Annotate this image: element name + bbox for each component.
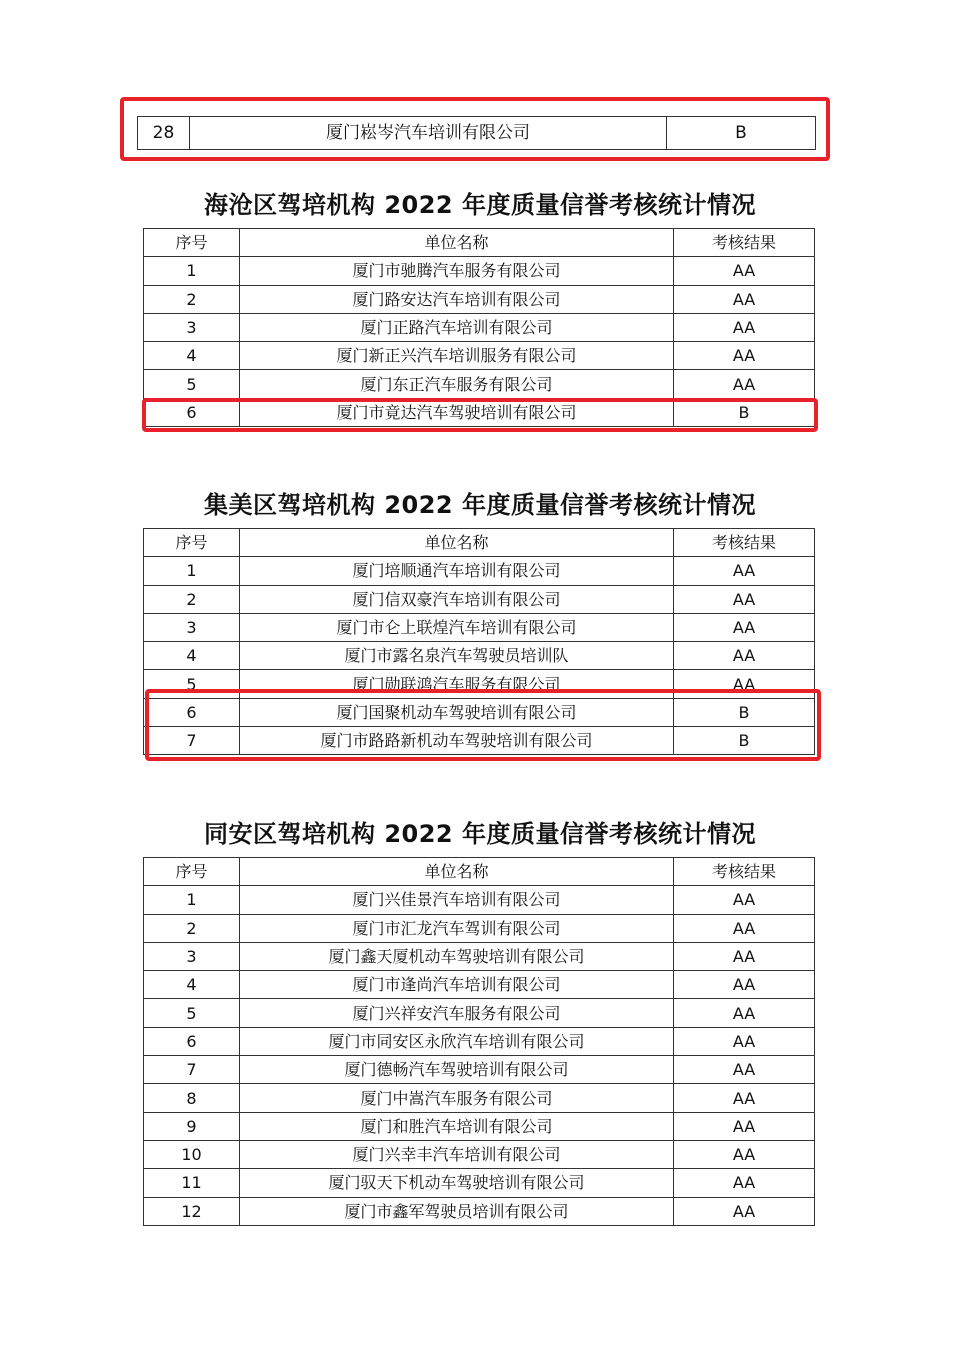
assessment-result: AA	[674, 670, 815, 698]
tongan-table	[143, 857, 815, 1226]
row-number: 1	[144, 257, 240, 285]
header-no: 序号	[144, 529, 240, 557]
row-number: 1	[144, 557, 240, 585]
row-number: 6	[144, 398, 240, 426]
header-no: 序号	[144, 229, 240, 257]
company-name: 厦门市驰腾汽车服务有限公司	[240, 257, 674, 285]
row-number: 28	[138, 117, 190, 150]
company-name: 厦门和胜汽车培训有限公司	[240, 1112, 674, 1140]
row-number: 7	[144, 727, 240, 755]
assessment-result: AA	[674, 370, 815, 398]
table-row	[138, 117, 816, 150]
assessment-result: AA	[674, 914, 815, 942]
jimei-table	[143, 528, 815, 755]
table-row	[144, 585, 815, 613]
assessment-result: AA	[674, 1169, 815, 1197]
table-row	[144, 342, 815, 370]
table-row	[144, 613, 815, 641]
table-row	[144, 727, 815, 755]
table-row	[144, 1056, 815, 1084]
row-number: 12	[144, 1197, 240, 1225]
header-result: 考核结果	[674, 529, 815, 557]
table-row	[144, 698, 815, 726]
company-name: 厦门德畅汽车驾驶培训有限公司	[240, 1056, 674, 1084]
row-number: 5	[144, 370, 240, 398]
assessment-result: AA	[674, 257, 815, 285]
company-name: 厦门市汇龙汽车驾训有限公司	[240, 914, 674, 942]
company-name: 厦门市鑫军驾驶员培训有限公司	[240, 1197, 674, 1225]
row-number: 6	[144, 698, 240, 726]
header-name: 单位名称	[240, 858, 674, 886]
company-name: 厦门兴幸丰汽车培训有限公司	[240, 1140, 674, 1168]
assessment-result: AA	[674, 942, 815, 970]
table-row	[144, 1084, 815, 1112]
company-name: 厦门路安达汽车培训有限公司	[240, 285, 674, 313]
assessment-result: B	[674, 727, 815, 755]
assessment-result: AA	[674, 999, 815, 1027]
company-name: 厦门兴祥安汽车服务有限公司	[240, 999, 674, 1027]
table-row	[144, 398, 815, 426]
table-row	[144, 313, 815, 341]
company-name: 厦门新正兴汽车培训服务有限公司	[240, 342, 674, 370]
table-row	[144, 670, 815, 698]
assessment-result: AA	[674, 1056, 815, 1084]
company-name: 厦门东正汽车服务有限公司	[240, 370, 674, 398]
company-name: 厦门市同安区永欣汽车培训有限公司	[240, 1027, 674, 1055]
row-number: 3	[144, 313, 240, 341]
company-name: 厦门市仑上联煌汽车培训有限公司	[240, 613, 674, 641]
header-no: 序号	[144, 858, 240, 886]
company-name: 厦门培顺通汽车培训有限公司	[240, 557, 674, 585]
header-name: 单位名称	[240, 529, 674, 557]
company-name: 厦门信双豪汽车培训有限公司	[240, 585, 674, 613]
assessment-result: AA	[674, 313, 815, 341]
row-number: 3	[144, 942, 240, 970]
company-name: 厦门兴佳景汽车培训有限公司	[240, 886, 674, 914]
company-name: 厦门崧岑汽车培训有限公司	[190, 117, 667, 150]
table-row	[144, 370, 815, 398]
company-name: 厦门驭天下机动车驾驶培训有限公司	[240, 1169, 674, 1197]
row-number: 3	[144, 613, 240, 641]
row-number: 2	[144, 914, 240, 942]
table-row	[144, 971, 815, 999]
row-number: 8	[144, 1084, 240, 1112]
assessment-result: AA	[674, 1084, 815, 1112]
assessment-result: AA	[674, 1027, 815, 1055]
assessment-result: AA	[674, 285, 815, 313]
company-name: 厦门鑫天厦机动车驾驶培训有限公司	[240, 942, 674, 970]
assessment-result: AA	[674, 613, 815, 641]
row-number: 10	[144, 1140, 240, 1168]
row-number: 7	[144, 1056, 240, 1084]
table-row	[144, 1140, 815, 1168]
row-number: 6	[144, 1027, 240, 1055]
assessment-result: B	[667, 117, 816, 150]
row-number: 4	[144, 971, 240, 999]
company-name: 厦门市路路新机动车驾驶培训有限公司	[240, 727, 674, 755]
assessment-result: AA	[674, 886, 815, 914]
table-row	[144, 1027, 815, 1055]
header-result: 考核结果	[674, 858, 815, 886]
table-row	[144, 642, 815, 670]
assessment-result: AA	[674, 342, 815, 370]
row-number: 11	[144, 1169, 240, 1197]
table-row	[144, 557, 815, 585]
row-number: 2	[144, 285, 240, 313]
table-row	[144, 886, 815, 914]
section-title-tongan: 同安区驾培机构 2022 年度质量信誉考核统计情况	[203, 820, 756, 848]
company-name: 厦门市竟达汽车驾驶培训有限公司	[240, 398, 674, 426]
company-name: 厦门正路汽车培训有限公司	[240, 313, 674, 341]
top-continuation-table	[137, 116, 816, 150]
row-number: 4	[144, 642, 240, 670]
assessment-result: B	[674, 698, 815, 726]
company-name: 厦门勋联鸿汽车服务有限公司	[240, 670, 674, 698]
header-result: 考核结果	[674, 229, 815, 257]
assessment-result: AA	[674, 1112, 815, 1140]
table-row	[144, 257, 815, 285]
section-title-jimei: 集美区驾培机构 2022 年度质量信誉考核统计情况	[203, 491, 756, 519]
row-number: 1	[144, 886, 240, 914]
assessment-result: AA	[674, 971, 815, 999]
company-name: 厦门国聚机动车驾驶培训有限公司	[240, 698, 674, 726]
company-name: 厦门市逢尚汽车培训有限公司	[240, 971, 674, 999]
assessment-result: B	[674, 398, 815, 426]
haicang-table	[143, 228, 815, 427]
row-number: 4	[144, 342, 240, 370]
table-row	[144, 1112, 815, 1140]
table-row	[144, 914, 815, 942]
table-header-row	[144, 529, 815, 557]
section-title-haicang: 海沧区驾培机构 2022 年度质量信誉考核统计情况	[203, 191, 756, 219]
assessment-result: AA	[674, 557, 815, 585]
row-number: 9	[144, 1112, 240, 1140]
row-number: 5	[144, 670, 240, 698]
assessment-result: AA	[674, 1197, 815, 1225]
assessment-result: AA	[674, 585, 815, 613]
table-row	[144, 999, 815, 1027]
company-name: 厦门市露名泉汽车驾驶员培训队	[240, 642, 674, 670]
assessment-result: AA	[674, 1140, 815, 1168]
table-row	[144, 285, 815, 313]
company-name: 厦门中嵩汽车服务有限公司	[240, 1084, 674, 1112]
table-row	[144, 1169, 815, 1197]
table-header-row	[144, 858, 815, 886]
row-number: 2	[144, 585, 240, 613]
assessment-result: AA	[674, 642, 815, 670]
table-row	[144, 942, 815, 970]
header-name: 单位名称	[240, 229, 674, 257]
row-number: 5	[144, 999, 240, 1027]
table-row	[144, 1197, 815, 1225]
table-header-row	[144, 229, 815, 257]
